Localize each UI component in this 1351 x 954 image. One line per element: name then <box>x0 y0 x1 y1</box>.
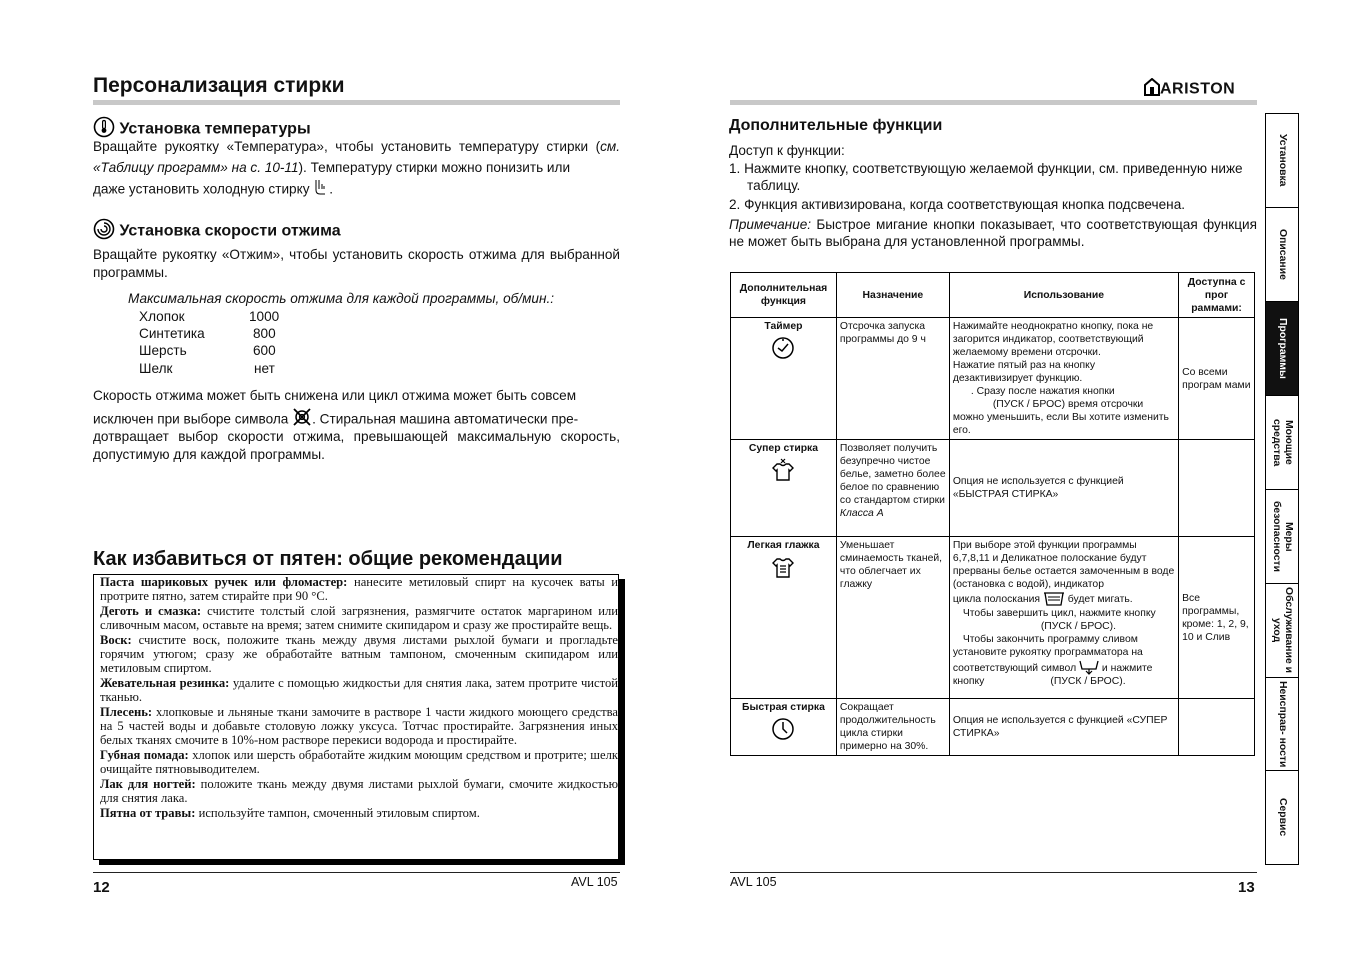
functions-table <box>730 272 1255 756</box>
tab-troubleshooting-label: Неисправ- ности <box>1277 680 1288 768</box>
timer-usage <box>949 318 1178 440</box>
iron-usage-2a: цикла полоскания <box>952 593 1041 605</box>
tab-installation[interactable] <box>1266 114 1298 208</box>
stain-item-lipstick <box>100 748 618 777</box>
timer-usage-1: Нажимайте неоднократно кнопку, пока не загорится индикатор, соответствующий желаемому времени отсрочки. <box>952 321 1154 358</box>
stain-mold-bold: Плесень: <box>100 704 153 719</box>
super-name: Супер стирка <box>748 443 819 454</box>
iron-avail: Все программы, кроме: 1, 2, 9, 10 и Слив <box>1179 537 1255 699</box>
tab-programs-label: Программы <box>1277 318 1288 379</box>
tab-service-label: Сервис <box>1277 798 1288 837</box>
table-row <box>731 537 1255 699</box>
functions-heading: Дополнительные функции <box>729 117 943 134</box>
iron-usage <box>949 537 1178 699</box>
stain-grass-text: используйте тампон, смоченный этиловым спиртом. <box>195 805 480 820</box>
speed-value-synthetic: 800 <box>253 326 276 341</box>
page-number-left: 12 <box>93 879 110 896</box>
iron-cell <box>731 537 837 699</box>
spin-paragraph: Вращайте рукоятку «Отжим», чтобы установить скорость отжима для выбранной программы. <box>93 247 620 280</box>
model-left: AVL 105 <box>571 875 618 889</box>
iron-name: Легкая глажка <box>747 540 820 551</box>
tab-service[interactable] <box>1266 771 1298 864</box>
iron-usage-7 <box>953 675 1175 688</box>
drain-icon <box>1079 659 1099 675</box>
iron-usage-2 <box>953 591 1175 607</box>
col-header-function: Дополнительная функция <box>731 273 837 318</box>
tab-installation-label: Установка <box>1277 134 1288 187</box>
tab-detergents[interactable] <box>1266 396 1298 490</box>
super-usage: Опция не используется с функцией «БЫСТРАЯ СТИРКА» <box>949 440 1178 537</box>
spin-p3b: . Стиральная машина автоматически пре- <box>312 411 579 427</box>
table-header-row <box>731 273 1255 318</box>
table-row <box>731 440 1255 537</box>
iron-usage-7a: кнопку <box>952 676 985 687</box>
stain-item-nail <box>100 777 618 806</box>
iron-usage-5: Чтобы закончить программу сливом установите рукоятку программатора на <box>952 634 1143 658</box>
rinse-icon <box>1043 591 1065 607</box>
speed-value-wool: 600 <box>253 343 276 358</box>
tab-safety-label: Меры безопасности <box>1271 500 1294 573</box>
footer-rule-right <box>730 872 1257 873</box>
stain-item-pen <box>100 575 618 604</box>
stain-pen-bold: Паста шариковых ручек или фломастер: <box>100 575 348 589</box>
spin-p3a: исключен при выборе символа <box>93 411 289 427</box>
tab-safety[interactable] <box>1266 490 1298 584</box>
timer-usage-2: Нажатие пятый раз на кнопку дезактивизирует функцию. <box>952 360 1096 384</box>
spin-p2: Скорость отжима может быть снижена или цикл отжима может быть совсем <box>93 388 577 403</box>
spin-heading <box>93 218 341 245</box>
speed-value-silk: нет <box>254 361 275 376</box>
temp-paragraph-2 <box>93 178 333 202</box>
temp-p1b: см. «Таблицу программ» на с. 10-11 <box>93 139 620 175</box>
spin-max-label: Максимальная скорость отжима для каждой программы, об/мин.: <box>128 291 554 306</box>
timer-usage-3: . Сразу после нажатия кнопки <box>970 386 1115 397</box>
tab-troubleshooting[interactable] <box>1266 678 1298 771</box>
fast-purpose: Сокращает продолжительность цикла стирки примерно на 30%. <box>836 699 949 756</box>
stain-gum-bold: Жевательная резинка: <box>100 675 230 690</box>
temp-p2: даже установить холодную стирку <box>93 181 310 197</box>
page-number-right: 13 <box>1238 879 1255 896</box>
stains-title: Как избавиться от пятен: общие рекомендации <box>93 548 563 570</box>
col-header-purpose: Назначение <box>836 273 949 318</box>
step-1: 1. Нажмите кнопку, соответствующую желаемой функции, см. приведенную ниже таблицу. <box>729 161 1243 193</box>
cold-wash-icon <box>313 178 329 202</box>
model-right: AVL 105 <box>730 875 777 889</box>
page-title-left: Персонализация стирки <box>93 74 345 97</box>
iron-usage-6a: соответствующий символ <box>952 663 1077 674</box>
speed-name-wool: Шерсть <box>139 343 187 358</box>
step-2: 2. Функция активизирована, когда соответствующая кнопка подсвечена. <box>729 197 1186 212</box>
stain-wax-text: счистите воск, положите ткань между двумя листами рыхлой бумаги и прогладьте горячим утюгом; сразу же обработайте ватным тампоном, смоченным скипидаром или метиловым спиртом. <box>100 632 618 676</box>
spin-p4: дотвращает выбор скорости отжима, превышающей максимальную скорость, допустимую для каждой программы. <box>93 429 620 462</box>
stain-item-mold <box>100 705 618 748</box>
stain-nail-text: положите ткань между двумя листами рыхлой бумаги, смочите жидкостью для снятия лака. <box>100 776 618 806</box>
note-label: Примечание: <box>729 217 812 232</box>
brand-name: ARISTON <box>1160 80 1236 98</box>
stain-item-gum <box>100 676 618 705</box>
stain-tar-text: счистите толстый слой загрязнения, размягчите остаток маргарином или сливочным масом, оставьте на время; затем снимите скипидаром и сразу же простирайте вещь. <box>100 603 618 633</box>
stain-item-tar <box>100 604 618 633</box>
super-purpose-text: Позволяет получить безупречно чистое белье, заметно более белое по сравнению со стандартом стирки <box>839 443 946 506</box>
stain-gum-text: удалите с помощью жидкостьи для снятия лака, затем протрите чистой тканью. <box>100 675 618 705</box>
temp-heading-label: Установка температуры <box>119 120 311 138</box>
temp-p1c: ). Температуру стирки можно понизить или <box>298 160 571 175</box>
fast-name: Быстрая стирка <box>742 702 825 713</box>
note-text: Быстрое мигание кнопки показывает, что соответствующая функция не может быть выбрана для установленной программы. <box>729 217 1257 249</box>
super-wash-icon <box>770 458 796 484</box>
speed-name-silk: Шелк <box>139 361 173 376</box>
house-icon <box>1144 78 1160 101</box>
iron-usage-6b: и нажмите <box>1101 663 1153 674</box>
super-avail <box>1179 440 1255 537</box>
col-header-usage: Использование <box>949 273 1178 318</box>
col-header-availability: Доступна с прог раммами: <box>1179 273 1255 318</box>
stains-box <box>93 574 619 860</box>
fast-wash-icon <box>771 717 795 741</box>
fast-avail <box>1179 699 1255 756</box>
timer-name: Таймер <box>764 321 803 332</box>
title-rule <box>93 100 620 105</box>
iron-purpose: Уменьшает сминаемость тканей, что облегчает их глажку <box>836 537 949 699</box>
iron-usage-3: Чтобы завершить цикл, нажмите кнопку <box>962 608 1156 619</box>
iron-usage-1: При выборе этой функции программы 6,7,8,11 и Деликатное полоскание будут прерваны белье остается замоченным в воде (остановка с водой), индикатор <box>952 540 1175 590</box>
tab-detergents-label: Моющие средства <box>1271 418 1294 467</box>
stain-item-wax <box>100 633 618 676</box>
easy-iron-icon <box>770 555 796 581</box>
super-purpose-class: Класса А <box>839 508 884 519</box>
spin-heading-label: Установка скорости отжима <box>119 222 341 240</box>
timer-purpose: Отсрочка запуска программы до 9 ч <box>836 318 949 440</box>
tab-maintenance[interactable] <box>1266 584 1298 678</box>
temp-p1a: Вращайте рукоятку «Температура», чтобы установить температуру стирки ( <box>93 139 601 154</box>
stain-tar-bold: Деготь и смазка: <box>100 603 202 618</box>
iron-usage-2b: будет мигать. <box>1067 593 1133 605</box>
table-row <box>731 318 1255 440</box>
stain-pen-text: нанесите метиловый спирт на кусочек ваты и протрите пятно, затем стирайте при 90 °C. <box>100 575 618 604</box>
super-purpose <box>836 440 949 537</box>
tab-description[interactable] <box>1266 208 1298 302</box>
brand-logo <box>1144 78 1235 101</box>
stain-nail-bold: Лак для ногтей: <box>100 776 196 791</box>
stain-item-grass <box>100 806 618 820</box>
stain-lipstick-text: хлопок или шерсть обработайте жидким моющим средством и протрите; шелк очищайте пятновыводителем. <box>100 747 618 777</box>
fast-usage: Опция не используется с функцией «СУПЕР СТИРКА» <box>949 699 1178 756</box>
temp-p2-end: . <box>329 181 334 197</box>
iron-usage-7b: (ПУСК / БРОС). <box>1050 676 1126 687</box>
stain-lipstick-bold: Губная помада: <box>100 747 189 762</box>
iron-usage-4: (ПУСК / БРОС). <box>1040 621 1117 632</box>
super-cell <box>731 440 837 537</box>
temp-paragraph <box>93 136 620 178</box>
timer-cell <box>731 318 837 440</box>
iron-usage-6 <box>953 659 1175 675</box>
timer-usage-4: (ПУСК / БРОС) время отсрочки можно уменьшить, если Вы хотите изменить его. <box>952 399 1169 436</box>
note <box>729 216 1257 250</box>
stain-grass-bold: Пятна от травы: <box>100 805 196 820</box>
tab-description-label: Описание <box>1277 229 1288 280</box>
speed-name-cotton: Хлопок <box>139 309 185 324</box>
speed-value-cotton: 1000 <box>249 309 280 324</box>
fast-cell <box>731 699 837 756</box>
access-label: Доступ к функции: <box>729 143 845 158</box>
timer-avail: Со всеми програм мами <box>1179 318 1255 440</box>
stain-mold-text: хлопковые и льняные ткани замочите в растворе 1 части жидкого моющего средства на 5 частей воды и добавьте столовую ложку уксуса. Тотчас простирайте. Загрязнения иных белых тканях смочите в 10%-ном растворе перекиси водорода и простирайте. <box>100 704 618 748</box>
tab-maintenance-label: Обслуживание и уход <box>1271 587 1294 674</box>
footer-rule-left <box>93 872 620 873</box>
table-row <box>731 699 1255 756</box>
title-rule-right <box>730 100 1257 105</box>
section-tabs <box>1265 113 1299 865</box>
timer-icon <box>771 336 795 360</box>
tab-programs[interactable] <box>1266 302 1298 396</box>
speed-name-synthetic: Синтетика <box>139 326 205 341</box>
spin-icon <box>93 218 115 245</box>
stain-wax-bold: Воск: <box>100 632 132 647</box>
